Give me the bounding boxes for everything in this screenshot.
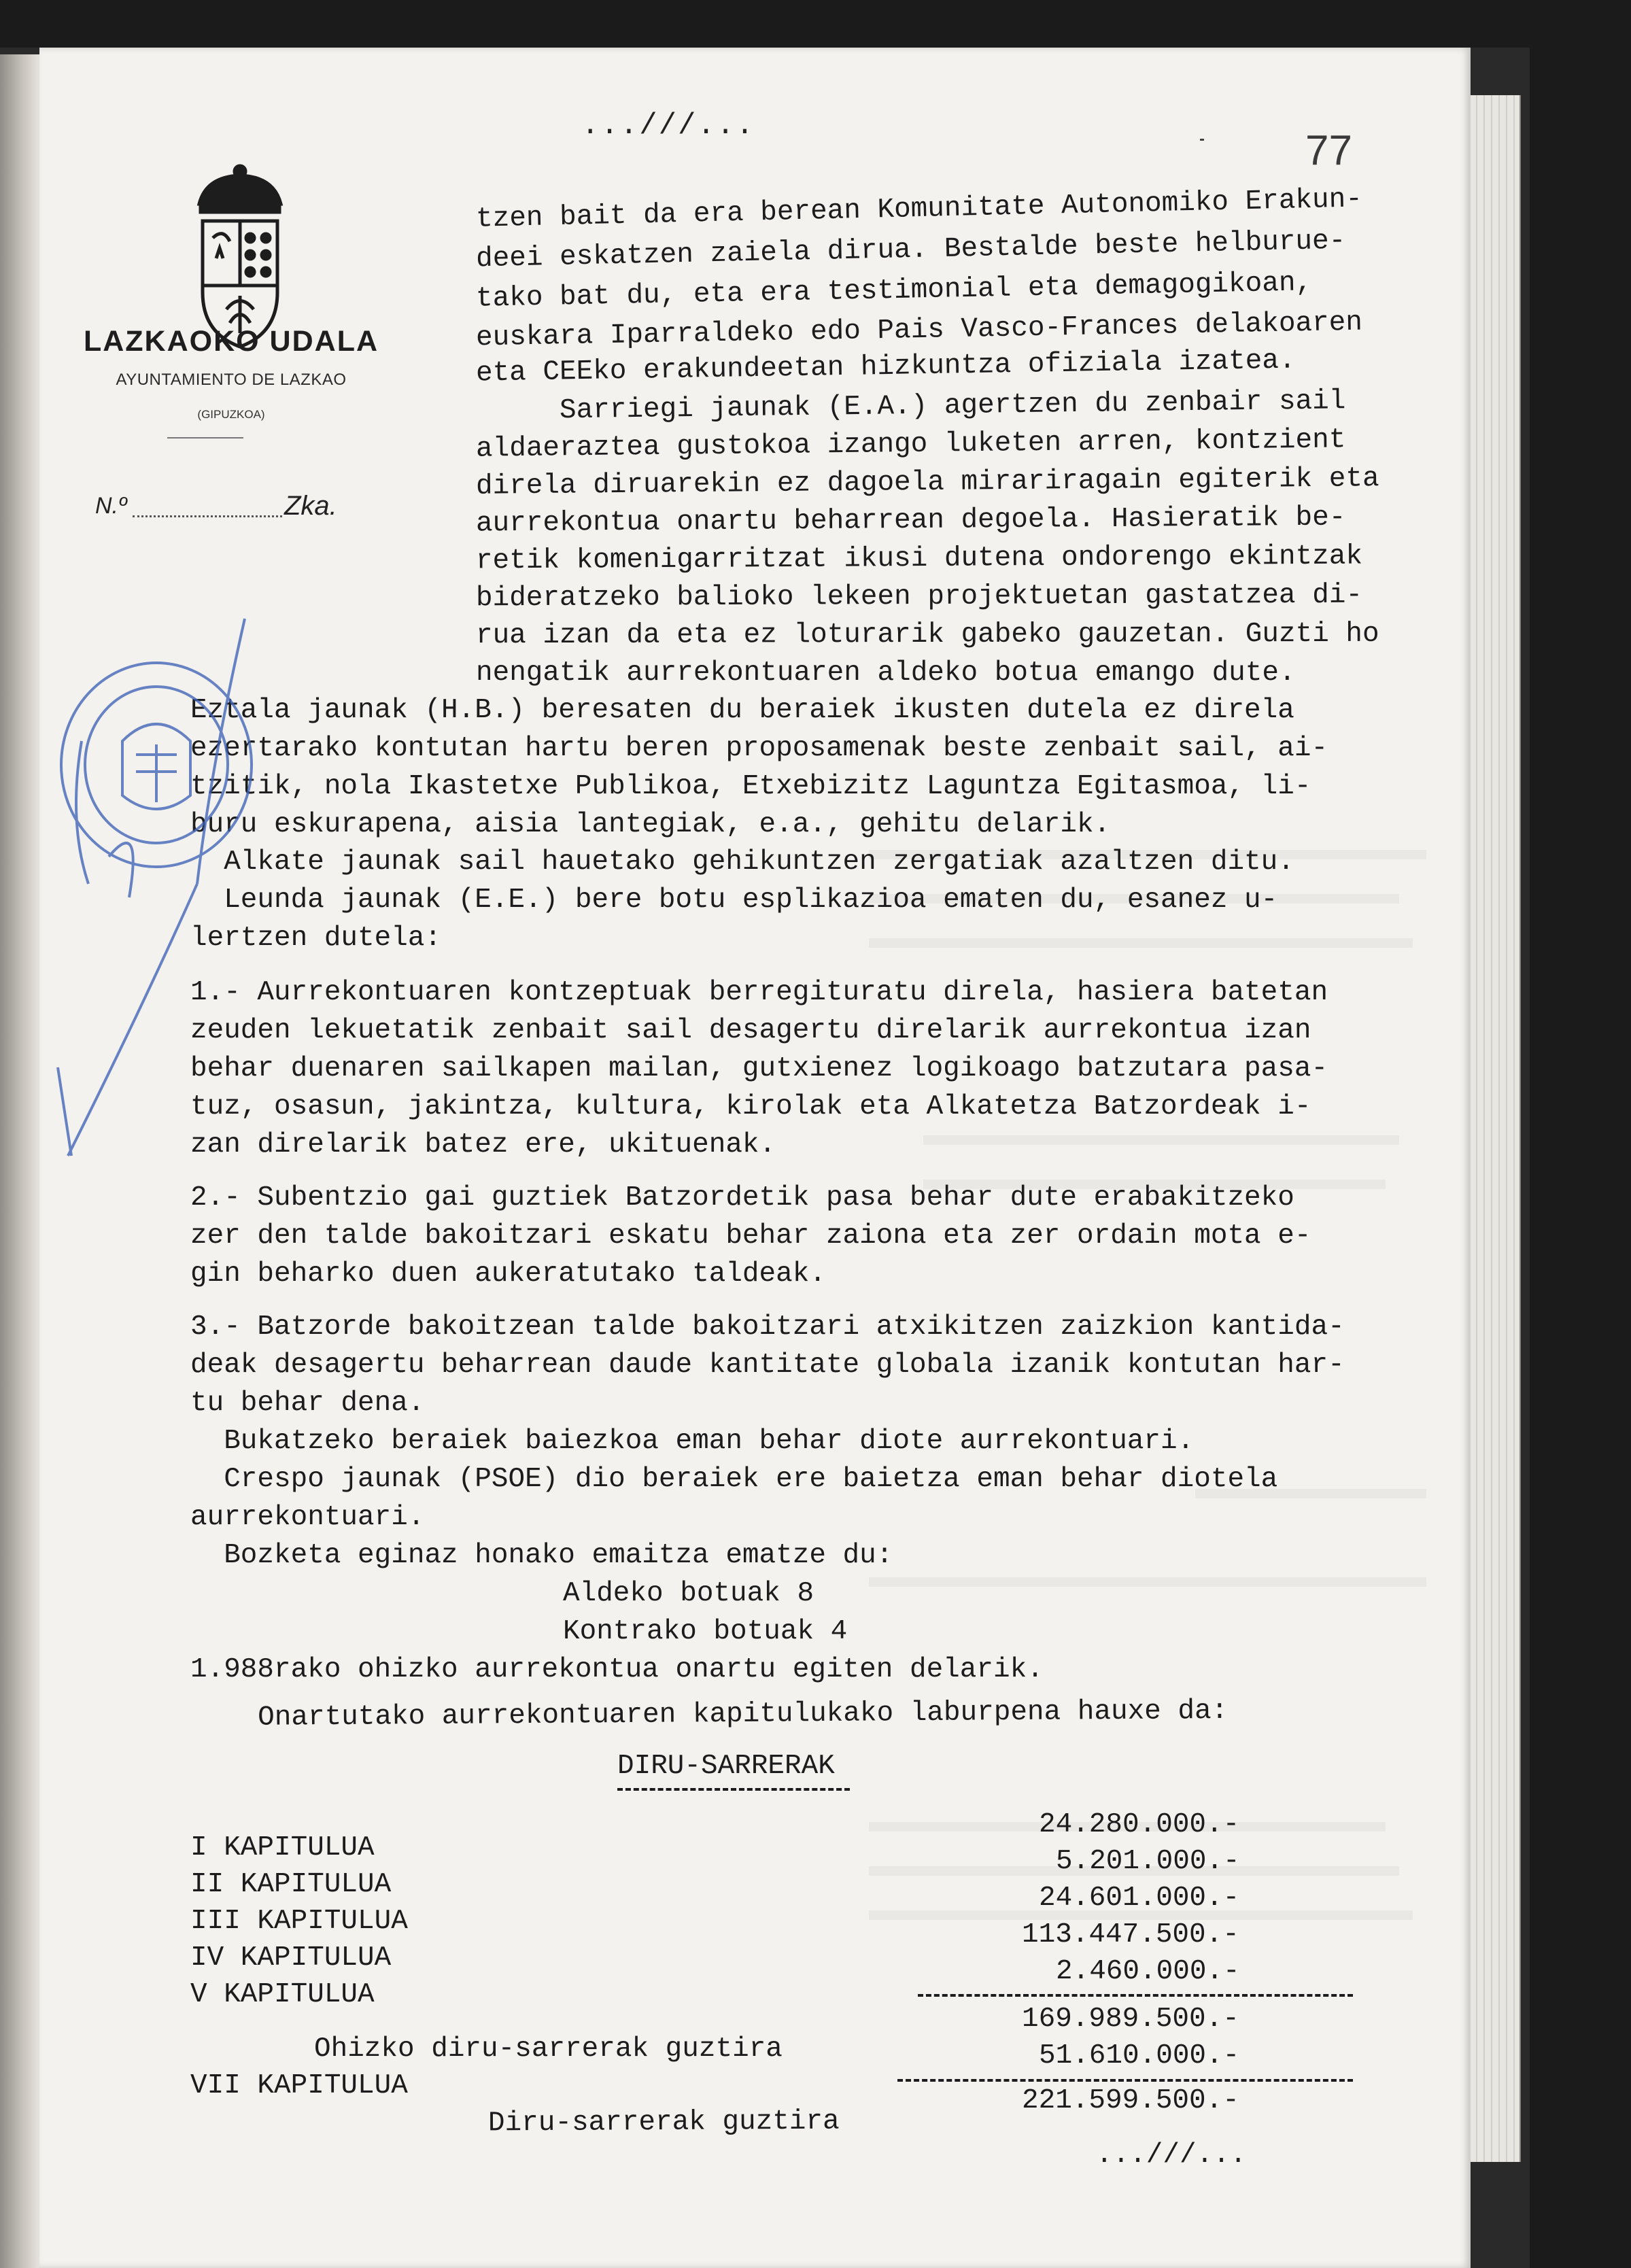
body-line: eta CEEko erakundeetan hizkuntza ofiziala izatea. xyxy=(475,345,1296,390)
table-row-label: I KAPITULUA xyxy=(190,1832,375,1863)
continuation-mark-top: ...///... xyxy=(581,109,755,143)
body-line: retik komenigarritzat ikusi dutena ondorengo ekintzak xyxy=(475,540,1363,577)
extra-chapter-amount: 51.610.000.- xyxy=(1039,2040,1240,2072)
margin-tick xyxy=(1200,139,1204,141)
body-line: Onartutako aurrekontuaren kapitulukako laburpena hauxe da: xyxy=(224,1695,1229,1734)
ref-number-label: N.º xyxy=(95,493,127,519)
table-row-amount: 24.280.000.- xyxy=(1039,1809,1240,1840)
body-line: zan direlarik batez ere, ukituenak. xyxy=(190,1129,776,1161)
body-line: Leunda jaunak (E.E.) bere botu esplikazioa ematen du, esanez u- xyxy=(190,884,1278,916)
previous-page-edge xyxy=(0,54,39,2268)
org-name-es: AYUNTAMIENTO DE LAZKAO xyxy=(116,371,347,389)
body-line: rua izan da eta ez loturarik gabeko gauzetan. Guzti ho xyxy=(475,618,1379,652)
table-row-label: V KAPITULUA xyxy=(190,1979,375,2010)
body-line: behar duenaren sailkapen mailan, gutxienez logikoago batzutara pasa- xyxy=(190,1053,1328,1084)
body-line: aldaeraztea gustokoa izango luketen arren, kontzient xyxy=(475,424,1346,465)
body-line: deei eskatzen zaiela dirua. Bestalde beste helburue- xyxy=(475,225,1346,275)
table-row-amount: 24.601.000.- xyxy=(1039,1883,1240,1914)
body-line: Alkate jaunak sail hauetako gehikuntzen zergatiak azaltzen ditu. xyxy=(190,846,1294,878)
table-row-amount: 2.460.000.- xyxy=(1056,1956,1240,1987)
body-line: Bukatzeko beraiek baiezkoa eman behar diote aurrekontuari. xyxy=(190,1426,1195,1457)
body-line: direla diruarekin ez dagoela mirariragain egiterik eta xyxy=(475,463,1379,502)
body-line: lertzen dutela: xyxy=(190,923,442,954)
total-amount: 221.599.500.- xyxy=(1022,2085,1239,2116)
body-line: zer den talde bakoitzari eskatu behar zaiona eta zer ordain mota e- xyxy=(190,1220,1311,1252)
body-line: Eztala jaunak (H.B.) beresaten du beraiek ikusten dutela ez direla xyxy=(190,695,1294,726)
subtotal-label: Ohizko diru-sarrerak guztira xyxy=(314,2033,783,2065)
table-heading: DIRU-SARRERAK xyxy=(617,1751,835,1782)
table-row-label: III KAPITULUA xyxy=(190,1906,408,1937)
page-number: 77 xyxy=(1305,127,1352,174)
ref-number-field xyxy=(133,515,282,517)
letterhead-divider xyxy=(167,437,243,439)
table-row-label: IV KAPITULUA xyxy=(190,1942,392,1974)
body-line: Bozketa eginaz honako emaitza ematze du: xyxy=(190,1540,893,1571)
province: (GIPUZKOA) xyxy=(197,408,265,421)
body-line: buru eskurapena, aisia lantegiak, e.a., gehitu delarik. xyxy=(190,809,1111,840)
total-rule xyxy=(897,2079,1353,2082)
table-row-amount: 5.201.000.- xyxy=(1056,1846,1240,1877)
ref-suffix: Zka. xyxy=(284,491,337,521)
total-label: Diru-sarrerak guztira xyxy=(487,2106,840,2140)
body-line: aurrekontuari. xyxy=(190,1502,425,1533)
body-line: 1.988rako ohizko aurrekontua onartu egiten delarik. xyxy=(190,1654,1044,1685)
subtotal-amount: 169.989.500.- xyxy=(1022,2004,1239,2035)
table-heading-underline xyxy=(617,1788,850,1791)
body-line: Aldeko botuak 8 xyxy=(563,1578,814,1609)
body-line: 2.- Subentzio gai guztiek Batzordetik pasa behar dute erabakitzeko xyxy=(190,1182,1294,1214)
body-line: euskara Iparraldeko edo Pais Vasco-Frances delakoaren xyxy=(475,307,1363,354)
body-line: ezertarako kontutan hartu beren proposamenak beste zenbait sail, ai- xyxy=(190,733,1328,764)
body-line: gin beharko duen aukeratutako taldeak. xyxy=(190,1258,826,1290)
body-line: 1.- Aurrekontuaren kontzeptuak berregituratu direla, hasiera batetan xyxy=(190,977,1328,1008)
body-line: zeuden lekuetatik zenbait sail desagertu direlarik aurrekontua izan xyxy=(190,1015,1311,1046)
org-name: LAZKAOKO UDALA xyxy=(83,325,379,358)
table-row-amount: 113.447.500.- xyxy=(1022,1919,1239,1951)
body-line: tako bat du, eta era testimonial eta demagogikoan, xyxy=(475,267,1313,315)
body-line: tu behar dena. xyxy=(190,1388,425,1419)
body-line: tzitik, nola Ikastetxe Publikoa, Etxebizitz Laguntza Egitasmoa, li- xyxy=(190,771,1311,802)
body-line: bideratzeko balioko lekeen projektuetan gastatzea di- xyxy=(475,579,1363,615)
body-line: Kontrako botuak 4 xyxy=(563,1616,848,1647)
body-line: Sarriegi jaunak (E.A.) agertzen du zenbair sail xyxy=(475,385,1346,428)
extra-chapter-label: VII KAPITULUA xyxy=(190,2070,408,2101)
sum-rule xyxy=(918,1994,1353,1997)
body-line: tuz, osasun, jakintza, kultura, kirolak eta Alkatetza Batzordeak i- xyxy=(190,1091,1311,1122)
body-line: tzen bait da era berean Komunitate Autonomiko Erakun- xyxy=(475,184,1363,235)
continuation-mark-bottom: ...///... xyxy=(1096,2140,1247,2171)
body-line: deak desagertu beharrean daude kantitate globala izanik kontutan har- xyxy=(190,1350,1345,1381)
body-line: aurrekontua onartu beharrean degoela. Hasieratik be- xyxy=(475,502,1346,540)
body-line: 3.- Batzorde bakoitzean talde bakoitzari atxikitzen zaizkion kantida- xyxy=(190,1311,1345,1343)
body-line: Crespo jaunak (PSOE) dio beraiek ere baietza eman behar diotela xyxy=(190,1464,1278,1495)
table-row-label: II KAPITULUA xyxy=(190,1869,392,1900)
body-line: nengatik aurrekontuaren aldeko botua emango dute. xyxy=(476,657,1296,689)
official-stamp-icon xyxy=(41,598,286,1183)
